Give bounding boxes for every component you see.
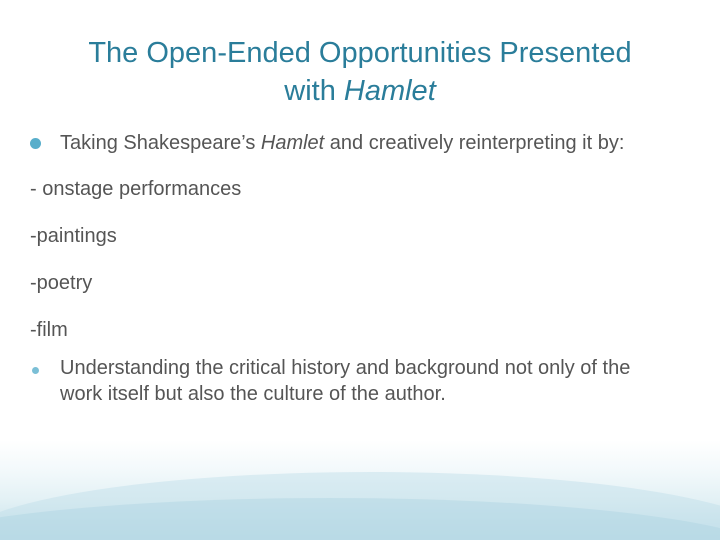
title-line-2 bbox=[30, 72, 690, 110]
bullet-dot-icon bbox=[30, 355, 52, 381]
bullet-1-italic: Hamlet bbox=[260, 132, 325, 154]
bullet-item-1 bbox=[30, 130, 670, 156]
bullet-circle-icon bbox=[30, 130, 52, 156]
title-line-2-prefix: with bbox=[284, 75, 344, 107]
title-italic-hamlet: Hamlet bbox=[343, 75, 436, 107]
slide-title bbox=[30, 34, 690, 110]
list-line-paintings: -paintings bbox=[30, 225, 117, 247]
list-line-poetry: -poetry bbox=[30, 272, 93, 294]
list-line-film: -film bbox=[30, 319, 68, 341]
decorative-wave bbox=[0, 498, 720, 540]
title-line-1: The Open-Ended Opportunities Presented bbox=[88, 37, 632, 69]
bullet-2-text: Understanding the critical history and background not only of the work itself but also the culture of the author. bbox=[60, 357, 631, 405]
bullet-1-prefix: Taking Shakespeare’s bbox=[60, 132, 261, 154]
list-line-onstage: - onstage performances bbox=[30, 178, 242, 200]
bullet-item-2 bbox=[30, 355, 670, 407]
bullet-1-suffix: and creatively reinterpreting it by: bbox=[324, 132, 625, 154]
decorative-wave bbox=[0, 472, 720, 540]
slide-body bbox=[30, 130, 670, 407]
